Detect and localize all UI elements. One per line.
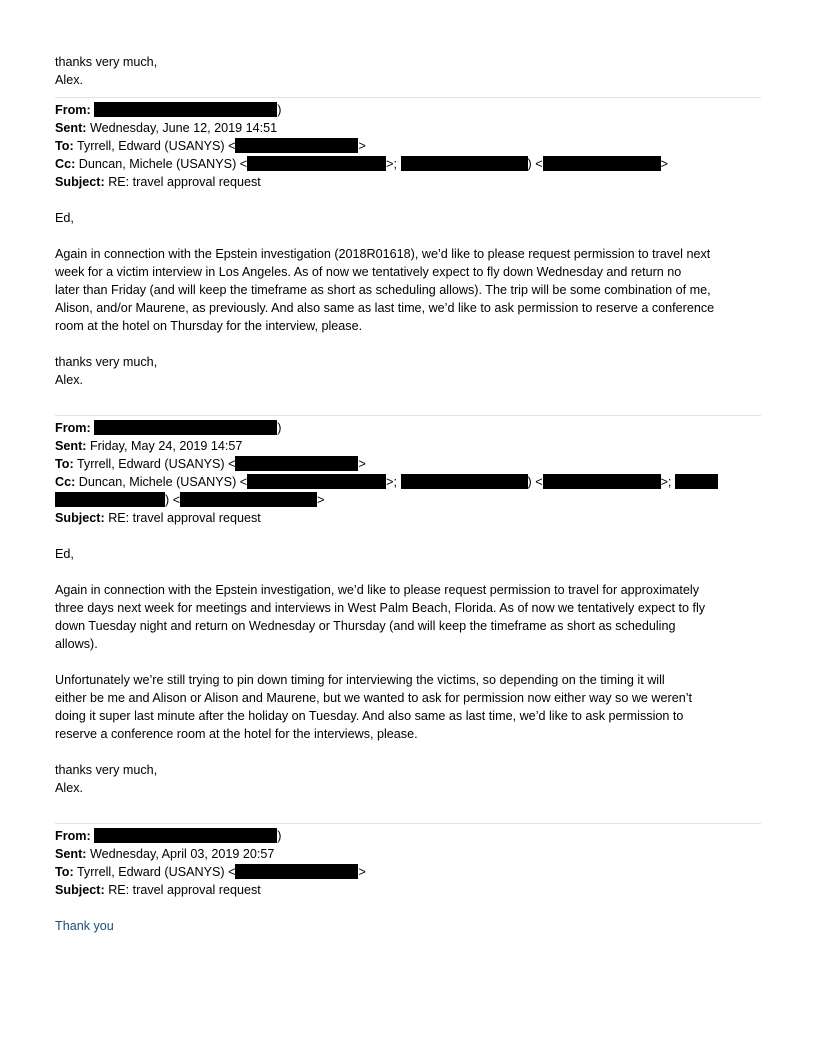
to-recipient: Tyrrell, Edward (USANYS) < [76,457,236,471]
from-label: From: [55,421,91,435]
to-recipient: Tyrrell, Edward (USANYS) < [76,139,236,153]
closing-thanks: thanks very much, [55,55,158,69]
cc-sep: >; [386,157,397,171]
message-body [55,581,763,743]
body-line: Again in connection with the Epstein investigation (2018R01618), we’d like to please request permission to travel next [55,247,711,261]
subject-text: RE: travel approval request [108,175,261,189]
cc-tail: > [317,493,325,507]
closing-name: Alex. [55,73,83,87]
to-label: To: [55,139,74,153]
to-tail: > [358,139,366,153]
cc-recipient: Duncan, Michele (USANYS) < [78,475,248,489]
body-line: allows). [55,637,98,651]
to-label: To: [55,865,74,879]
redaction-block [94,102,277,117]
cc-sep: ) < [165,493,181,507]
from-tail: ) [277,421,282,435]
subject-label: Subject: [55,511,105,525]
from-label: From: [55,829,91,843]
redaction-block [543,156,661,171]
body-line: Again in connection with the Epstein investigation, we’d like to please request permission to travel for approximately [55,583,700,597]
sent-label: Sent: [55,439,87,453]
email-thread [55,53,763,935]
body-line: room at the hotel on Thursday for the interview, please. [55,319,363,333]
greeting: Ed, [55,211,74,225]
message-header [55,419,763,527]
from-tail: ) [277,103,282,117]
from-label: From: [55,103,91,117]
cc-sep: >; [660,475,672,489]
closing-name: Alex. [55,781,83,795]
message-body: Thank you [55,919,114,933]
redaction-block [401,156,528,171]
redaction-block [94,420,277,435]
cc-sep: ) < [527,157,543,171]
body-line: down Tuesday night and return on Wednesday or Thursday (and will keep the timeframe as short as scheduling [55,619,676,633]
redaction-block [247,474,386,489]
body-line: reserve a conference room at the hotel for the interviews, please. [55,727,418,741]
to-tail: > [358,457,366,471]
to-tail: > [358,865,366,879]
body-line: Alison, and/or Maurene, as previously. And also same as last time, we’d like to ask permission to reserve a conference [55,301,715,315]
sent-label: Sent: [55,121,87,135]
subject-label: Subject: [55,175,105,189]
redaction-block [401,474,528,489]
cc-recipient: Duncan, Michele (USANYS) < [78,157,248,171]
redaction-block [94,828,277,843]
subject-text: RE: travel approval request [108,511,261,525]
closing-thanks: thanks very much, [55,763,158,777]
cc-sep: >; [386,475,397,489]
sent-date: Wednesday, June 12, 2019 14:51 [89,121,278,135]
to-label: To: [55,457,74,471]
body-line: Unfortunately we’re still trying to pin down timing for interviewing the victims, so depending on the timing it will [55,673,665,687]
redaction-block [543,474,661,489]
subject-text: RE: travel approval request [108,883,261,897]
message-divider [55,415,761,416]
sent-date: Friday, May 24, 2019 14:57 [89,439,243,453]
redaction-block [235,864,358,879]
message-header [55,827,763,899]
redaction-block [247,156,386,171]
to-recipient: Tyrrell, Edward (USANYS) < [76,865,236,879]
cc-sep: ) < [527,475,543,489]
message-header [55,101,763,191]
message-body [55,245,763,335]
greeting: Ed, [55,547,74,561]
subject-label: Subject: [55,883,105,897]
redaction-block [235,138,358,153]
closing-name: Alex. [55,373,83,387]
body-line: either be me and Alison or Alison and Maurene, but we wanted to ask for permission now either way so we weren’t [55,691,693,705]
body-line: later than Friday (and will keep the timeframe as short as scheduling allows). The trip will be some combination of me, [55,283,711,297]
redaction-block [235,456,358,471]
cc-label: Cc: [55,157,76,171]
body-line: doing it super last minute after the holiday on Tuesday. And also same as last time, we’d like to ask permission to [55,709,684,723]
message-divider [55,97,761,98]
body-line: three days next week for meetings and interviews in West Palm Beach, Florida. As of now we tentatively expect to fly [55,601,706,615]
redaction-block [55,492,165,507]
cc-label: Cc: [55,475,76,489]
sent-label: Sent: [55,847,87,861]
closing-thanks: thanks very much, [55,355,158,369]
from-tail: ) [277,829,282,843]
message-divider [55,823,761,824]
sent-date: Wednesday, April 03, 2019 20:57 [89,847,275,861]
redaction-block [675,474,718,489]
redaction-block [180,492,317,507]
body-line: week for a victim interview in Los Angeles. As of now we tentatively expect to fly down Wednesday and return no [55,265,682,279]
cc-tail: > [660,157,668,171]
